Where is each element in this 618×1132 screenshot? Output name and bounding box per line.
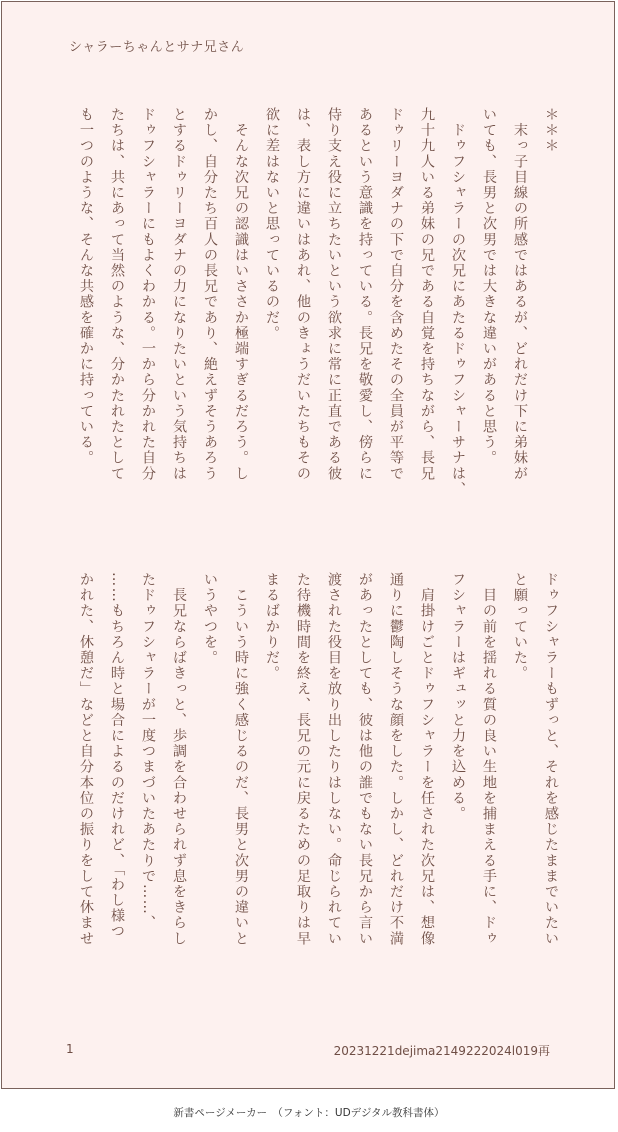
text-line: があったとしても、彼は他の誰でもない長兄から言い <box>357 572 373 947</box>
text-line: かし、自分たち百人の長兄であり、絶えずそうあろう <box>202 107 218 482</box>
text-line: 長兄ならばきっと、歩調を合わせられず息をきらし <box>171 572 187 947</box>
text-line: あるという意識を持っている。長兄を敬愛し、傍らに <box>357 107 373 482</box>
text-line: ドゥリーヨダナの下で自分を含めたその全員が平等で <box>388 107 404 482</box>
text-line: 目の前を揺れる質の良い生地を捕まえる手に、ドゥ <box>481 572 497 947</box>
text-line: 侍り支え役に立ちたいという欲求に常に正直である彼 <box>326 107 342 482</box>
text-line: と願っていた。 <box>512 572 528 682</box>
text-line: ドゥフシャラーにもよくわかる。一から分かれた自分 <box>140 107 156 482</box>
text-line: ……もちろん時と場合によるのだけれど、「わし様つ <box>109 572 125 940</box>
text-line: は、表し方に違いはあれ、他のきょうだいたちもその <box>295 107 311 482</box>
text-line: そんな次兄の認識はいささか極端すぎるだろう。し <box>233 107 249 482</box>
text-line: ドゥフシャラーの次兄にあたるドゥフシャーサナは、 <box>450 107 466 497</box>
text-line: 肩掛けごとドゥフシャラーを任された次兄は、想像 <box>419 572 435 947</box>
text-line: た待機時間を終え、長兄の元に戻るための足取りは早 <box>295 572 311 947</box>
footer-credit: 新書ページメーカー （フォント：UDデジタル教科書体） <box>173 1107 445 1119</box>
text-line: たドゥフシャラーが一度つまづいたあたりで……、 <box>140 572 156 931</box>
text-line: 渡された役目を放り出したりはしない。命じられてい <box>326 572 342 947</box>
text-line: こういう時に強く感じるのだ、長男と次男の違いと <box>233 572 249 947</box>
text-line: も一つのような、そんな共感を確かに持っている。 <box>78 107 94 466</box>
book-page <box>1 1 615 1089</box>
text-line: 通りに鬱陶しそうな顔をした。しかし、どれだけ不満 <box>388 572 404 947</box>
text-line: いても、長男と次男では大きな違いがあると思う。 <box>481 107 497 466</box>
page-number: 1 <box>66 1042 74 1056</box>
text-line: フシャラーはギュッと力を込める。 <box>450 572 466 822</box>
running-title: シャラーちゃんとサナ兄さん <box>69 40 245 55</box>
text-block-lower <box>66 572 566 1002</box>
text-line: 九十九人いる弟妹の兄である自覚を持ちながら、長兄 <box>419 107 435 482</box>
text-line: かれた、休憩だ」などと自分本位の振りをして休ませ <box>78 572 94 947</box>
text-line: たちは、共にあって当然のような、分かたれたとして <box>109 107 125 482</box>
text-line: まるばかりだ。 <box>264 572 280 682</box>
text-line: いうやつを。 <box>202 572 218 666</box>
text-line: 欲に差はないと思っているのだ。 <box>264 107 280 341</box>
text-line: とするドゥリーヨダナの力になりたいという気持ちは <box>171 107 187 482</box>
text-block-upper <box>66 107 566 537</box>
text-line: ＊＊＊ <box>543 107 559 154</box>
text-line: ドゥフシャラーもずっと、それを感じたままでいたい <box>543 572 559 947</box>
page-code: 20231221dejima2149222024l019再 <box>333 1044 550 1058</box>
text-line: 末っ子目線の所感ではあるが、どれだけ下に弟妹が <box>512 107 528 482</box>
